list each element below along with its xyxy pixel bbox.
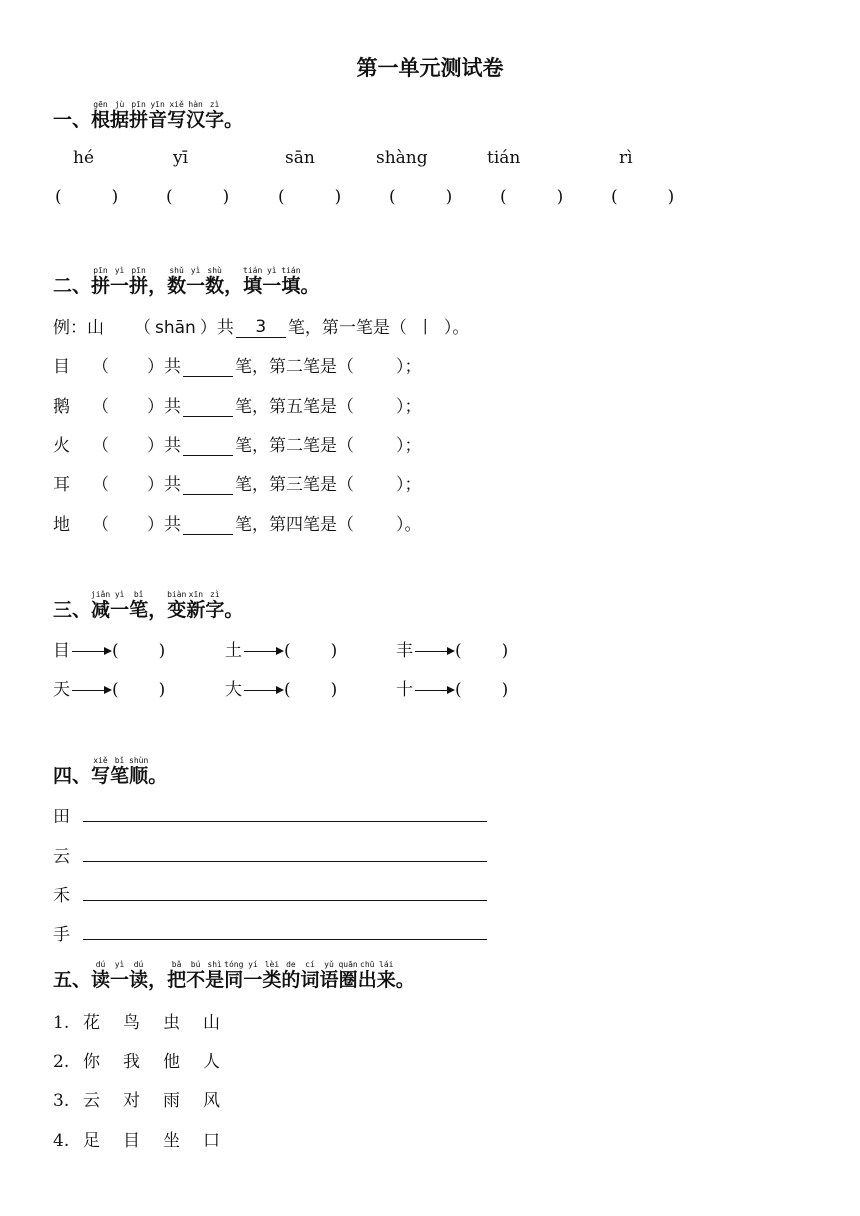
word-option[interactable]: 山: [203, 1013, 220, 1033]
heading-character: 字zì: [205, 100, 225, 131]
heading-character: 词cí: [300, 960, 320, 991]
heading-character: 不bú: [186, 960, 206, 991]
heading-character: 顺shùn: [129, 756, 149, 787]
word-option[interactable]: 他: [163, 1052, 180, 1072]
word-option[interactable]: 我: [123, 1052, 140, 1072]
heading-character: 一yì: [110, 590, 130, 621]
heading-character: 出chū: [357, 960, 377, 991]
pinyin-item-6: rì: [619, 148, 633, 168]
section-5-words: [91, 960, 415, 991]
source-character: 天: [53, 680, 70, 700]
example-row: 例：山 （ shān ）共 3 笔，第一笔是（ 丨 ）。: [53, 317, 470, 338]
section-4-words: [91, 756, 168, 787]
answer-box-4[interactable]: ( ): [389, 187, 453, 207]
stroke-count-row: 鹅 （ ）共 笔，第五笔是（ ）；: [53, 397, 422, 417]
source-character: 丰: [396, 641, 413, 661]
row-character: 火: [53, 436, 70, 456]
arrow-icon: [242, 682, 284, 699]
word-option[interactable]: 对: [123, 1091, 140, 1111]
heading-character: 的de: [281, 960, 301, 991]
row-character: 耳: [53, 475, 70, 495]
word-option[interactable]: 鸟: [123, 1013, 140, 1033]
heading-character: 是shì: [205, 960, 225, 991]
word-group-item: [53, 1008, 243, 1033]
heading-character: 类lèi: [262, 960, 282, 991]
item-number: 1.: [53, 1013, 70, 1033]
answer-box-6[interactable]: ( ): [611, 187, 675, 207]
heading-character: 数shù: [205, 266, 225, 297]
heading-punctuation: ，: [148, 969, 168, 991]
stroke-order-line[interactable]: [83, 821, 487, 822]
heading-character: 一yì: [186, 266, 206, 297]
heading-character: 语yǔ: [319, 960, 339, 991]
heading-character: 字zì: [205, 590, 225, 621]
stroke-order-char: 田: [53, 807, 70, 827]
heading-character: 读dú: [91, 960, 111, 991]
section-4-heading: [53, 756, 167, 788]
heading-character: 变biàn: [167, 590, 187, 621]
heading-character: 一yì: [110, 266, 130, 297]
heading-character: 圈quān: [338, 960, 358, 991]
heading-character: 减jiǎn: [90, 590, 111, 621]
stroke-order-char: 禾: [53, 886, 70, 906]
remove-stroke-item: 土 ( ): [225, 641, 338, 661]
heading-character: 拼pīn: [129, 266, 149, 297]
stroke-count-row: 目 （ ）共 笔，第二笔是（ ）；: [53, 357, 422, 377]
word-option[interactable]: 云: [83, 1091, 100, 1111]
stroke-count-row: 耳 （ ）共 笔，第三笔是（ ）；: [53, 475, 422, 495]
example-count: 3: [236, 317, 286, 338]
heading-character: 新xīn: [186, 590, 206, 621]
stroke-count-row: 火 （ ）共 笔，第二笔是（ ）；: [53, 436, 422, 456]
pinyin-item-1: hé: [73, 148, 95, 168]
remove-stroke-item: 目 ( ): [53, 641, 166, 661]
source-character: 土: [225, 641, 242, 661]
stroke-count-row: 地 （ ）共 笔，第四笔是（ ）。: [53, 515, 422, 535]
stroke-order-line[interactable]: [83, 939, 487, 940]
pinyin-item-2: yī: [173, 148, 189, 168]
row-character: 鹅: [53, 397, 70, 417]
heading-character: 把bǎ: [167, 960, 187, 991]
word-option[interactable]: 风: [203, 1091, 220, 1111]
section-3-number: 三、: [53, 599, 92, 621]
arrow-icon: [242, 643, 284, 660]
count-blank[interactable]: [183, 398, 233, 417]
word-option[interactable]: 雨: [163, 1091, 180, 1111]
word-group-item: [53, 1126, 243, 1151]
heading-character: 写xiě: [167, 100, 187, 131]
stroke-order-line[interactable]: [83, 861, 487, 862]
stroke-order-char: 手: [53, 925, 70, 945]
heading-character: 音yīn: [148, 100, 168, 131]
remove-stroke-item: 丰 ( ): [396, 641, 509, 661]
arrow-icon: [70, 643, 112, 660]
heading-character: 写xiě: [91, 756, 111, 787]
remove-stroke-item: 十 ( ): [396, 680, 509, 700]
section-1-heading: [53, 100, 243, 132]
remove-stroke-item: 大 ( ): [225, 680, 338, 700]
count-blank[interactable]: [183, 476, 233, 495]
heading-character: 一yì: [110, 960, 130, 991]
answer-box-5[interactable]: ( ): [500, 187, 564, 207]
heading-character: 一yí: [243, 960, 263, 991]
stroke-order-char: 云: [53, 847, 70, 867]
stroke-order-line[interactable]: [83, 900, 487, 901]
heading-punctuation: ，: [148, 599, 168, 621]
heading-punctuation: 。: [395, 969, 415, 991]
heading-character: 来lái: [376, 960, 396, 991]
arrow-icon: [413, 643, 455, 660]
section-3-heading: [53, 590, 243, 622]
heading-character: 填tián: [243, 266, 263, 297]
pinyin-item-5: tián: [487, 148, 521, 168]
source-character: 十: [396, 680, 413, 700]
word-option[interactable]: 足: [83, 1131, 100, 1151]
example-stroke: 丨: [416, 318, 434, 338]
count-blank[interactable]: [183, 437, 233, 456]
item-number: 4.: [53, 1131, 70, 1151]
arrow-icon: [70, 682, 112, 699]
pinyin-item-4: shàng: [376, 148, 428, 168]
word-option[interactable]: 花: [83, 1013, 100, 1033]
section-2-number: 二、: [53, 275, 92, 297]
section-5-number: 五、: [53, 969, 92, 991]
heading-punctuation: ，: [224, 275, 244, 297]
page-title: 第一单元测试卷: [356, 56, 504, 80]
heading-punctuation: ，: [148, 275, 168, 297]
word-group-item: [53, 1047, 243, 1072]
word-option[interactable]: 你: [83, 1052, 100, 1072]
section-4-number: 四、: [53, 765, 92, 787]
arrow-icon: [413, 682, 455, 699]
heading-character: 数shǔ: [167, 266, 187, 297]
item-number: 3.: [53, 1091, 70, 1111]
section-3-words: [90, 590, 244, 621]
heading-character: 汉hàn: [186, 100, 206, 131]
word-option[interactable]: 人: [203, 1052, 220, 1072]
section-1-words: [91, 100, 244, 131]
heading-character: 一yì: [262, 266, 282, 297]
answer-box-3[interactable]: ( ): [278, 187, 342, 207]
heading-punctuation: 。: [148, 765, 168, 787]
section-5-heading: [53, 960, 415, 992]
remove-stroke-item: 天 ( ): [53, 680, 166, 700]
answer-box-1[interactable]: ( ): [55, 187, 119, 207]
answer-box-2[interactable]: ( ): [166, 187, 230, 207]
section-2-words: [91, 266, 320, 297]
heading-character: 同tóng: [224, 960, 244, 991]
source-character: 目: [53, 641, 70, 661]
heading-character: 笔bǐ: [129, 590, 149, 621]
source-character: 大: [225, 680, 242, 700]
heading-character: 根gēn: [91, 100, 111, 131]
word-option[interactable]: 口: [203, 1131, 220, 1151]
example-pinyin: shān: [155, 318, 196, 338]
section-1-number: 一、: [53, 109, 92, 131]
item-number: 2.: [53, 1052, 70, 1072]
heading-character: 拼pīn: [91, 266, 111, 297]
heading-punctuation: 。: [224, 109, 244, 131]
heading-character: 拼pīn: [129, 100, 149, 131]
heading-punctuation: 。: [224, 599, 244, 621]
row-character: 目: [53, 357, 70, 377]
count-blank[interactable]: [183, 358, 233, 377]
heading-punctuation: 。: [300, 275, 320, 297]
heading-character: 填tián: [281, 266, 301, 297]
row-character: 地: [53, 515, 70, 535]
heading-character: 读dú: [129, 960, 149, 991]
word-group-item: [53, 1086, 243, 1111]
heading-character: 据jù: [110, 100, 130, 131]
section-2-heading: [53, 266, 319, 298]
count-blank[interactable]: [183, 516, 233, 535]
word-option[interactable]: 虫: [163, 1013, 180, 1033]
word-option[interactable]: 目: [123, 1131, 140, 1151]
word-option[interactable]: 坐: [163, 1131, 180, 1151]
heading-character: 笔bǐ: [110, 756, 130, 787]
pinyin-item-3: sān: [285, 148, 315, 168]
